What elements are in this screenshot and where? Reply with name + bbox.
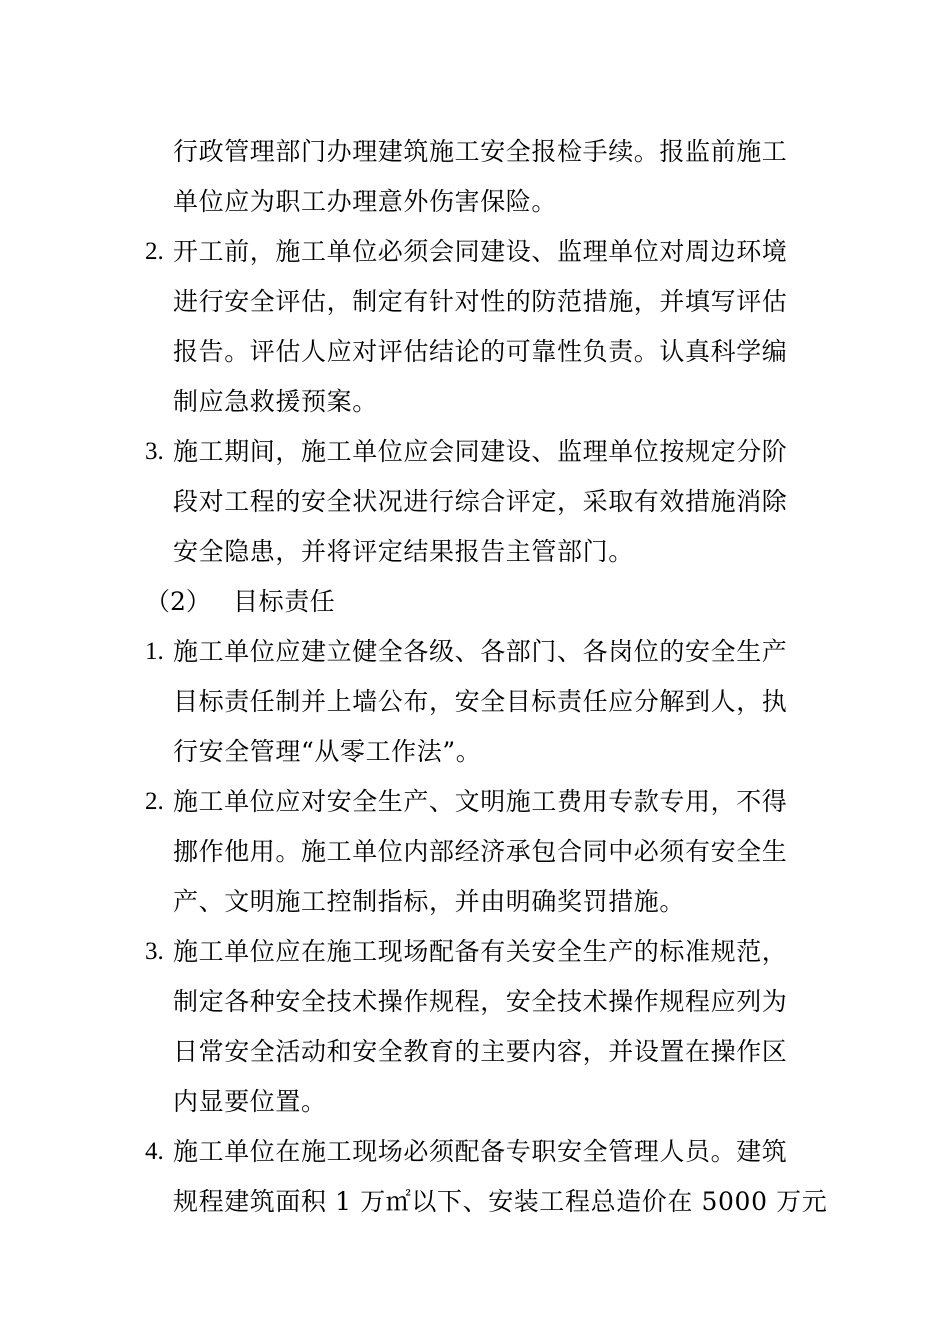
list-number: 2.	[145, 238, 164, 265]
list-item-line: 施工单位应在施工现场配备有关安全生产的标准规范，	[173, 937, 788, 966]
list-item-line: 行安全管理“从零工作法”。	[173, 737, 482, 766]
list-item-line: 开工前，施工单位必须会同建设、监理单位对周边环境	[173, 237, 788, 266]
list-item-line: 规程建筑面积 1 万㎡以下、安装工程总造价在 5000 万元	[173, 1187, 828, 1216]
list-number: 4.	[145, 1138, 164, 1165]
list-item-line: 日常安全活动和安全教育的主要内容，并设置在操作区	[173, 1037, 788, 1066]
section-title: 目标责任	[233, 587, 336, 616]
list-item-line: 施工期间，施工单位应会同建设、监理单位按规定分阶	[173, 437, 788, 466]
list-item-line: 目标责任制并上墙公布，安全目标责任应分解到人，执	[173, 687, 788, 716]
list-number: 2.	[145, 788, 164, 815]
list-item-line: 进行安全评估，制定有针对性的防范措施，并填写评估	[173, 287, 788, 316]
list-item-line: 施工单位在施工现场必须配备专职安全管理人员。建筑	[173, 1137, 788, 1166]
list-item-line: 制定各种安全技术操作规程，安全技术操作规程应列为	[173, 987, 788, 1016]
list-item-line: 安全隐患，并将评定结果报告主管部门。	[173, 537, 634, 566]
list-number: 3.	[145, 938, 164, 965]
list-item-line: 段对工程的安全状况进行综合评定，采取有效措施消除	[173, 487, 788, 516]
list-item-line: 施工单位应建立健全各级、各部门、各岗位的安全生产	[173, 637, 788, 666]
list-item-line: 报告。评估人应对评估结论的可靠性负责。认真科学编	[173, 337, 788, 366]
list-item-line: 产、文明施工控制指标，并由明确奖罚措施。	[173, 887, 686, 916]
paragraph-line: 单位应为职工办理意外伤害保险。	[173, 187, 558, 216]
list-item-line: 挪作他用。施工单位内部经济承包合同中必须有安全生	[173, 837, 788, 866]
paragraph-line: 行政管理部门办理建筑施工安全报检手续。报监前施工	[173, 137, 788, 166]
list-item-line: 制应急救援预案。	[173, 387, 378, 416]
list-item-line: 内显要位置。	[173, 1087, 327, 1116]
list-number: 1.	[145, 638, 164, 665]
list-number: 3.	[145, 438, 164, 465]
section-number: （2）	[145, 587, 211, 616]
list-item-line: 施工单位应对安全生产、文明施工费用专款专用，不得	[173, 787, 788, 816]
